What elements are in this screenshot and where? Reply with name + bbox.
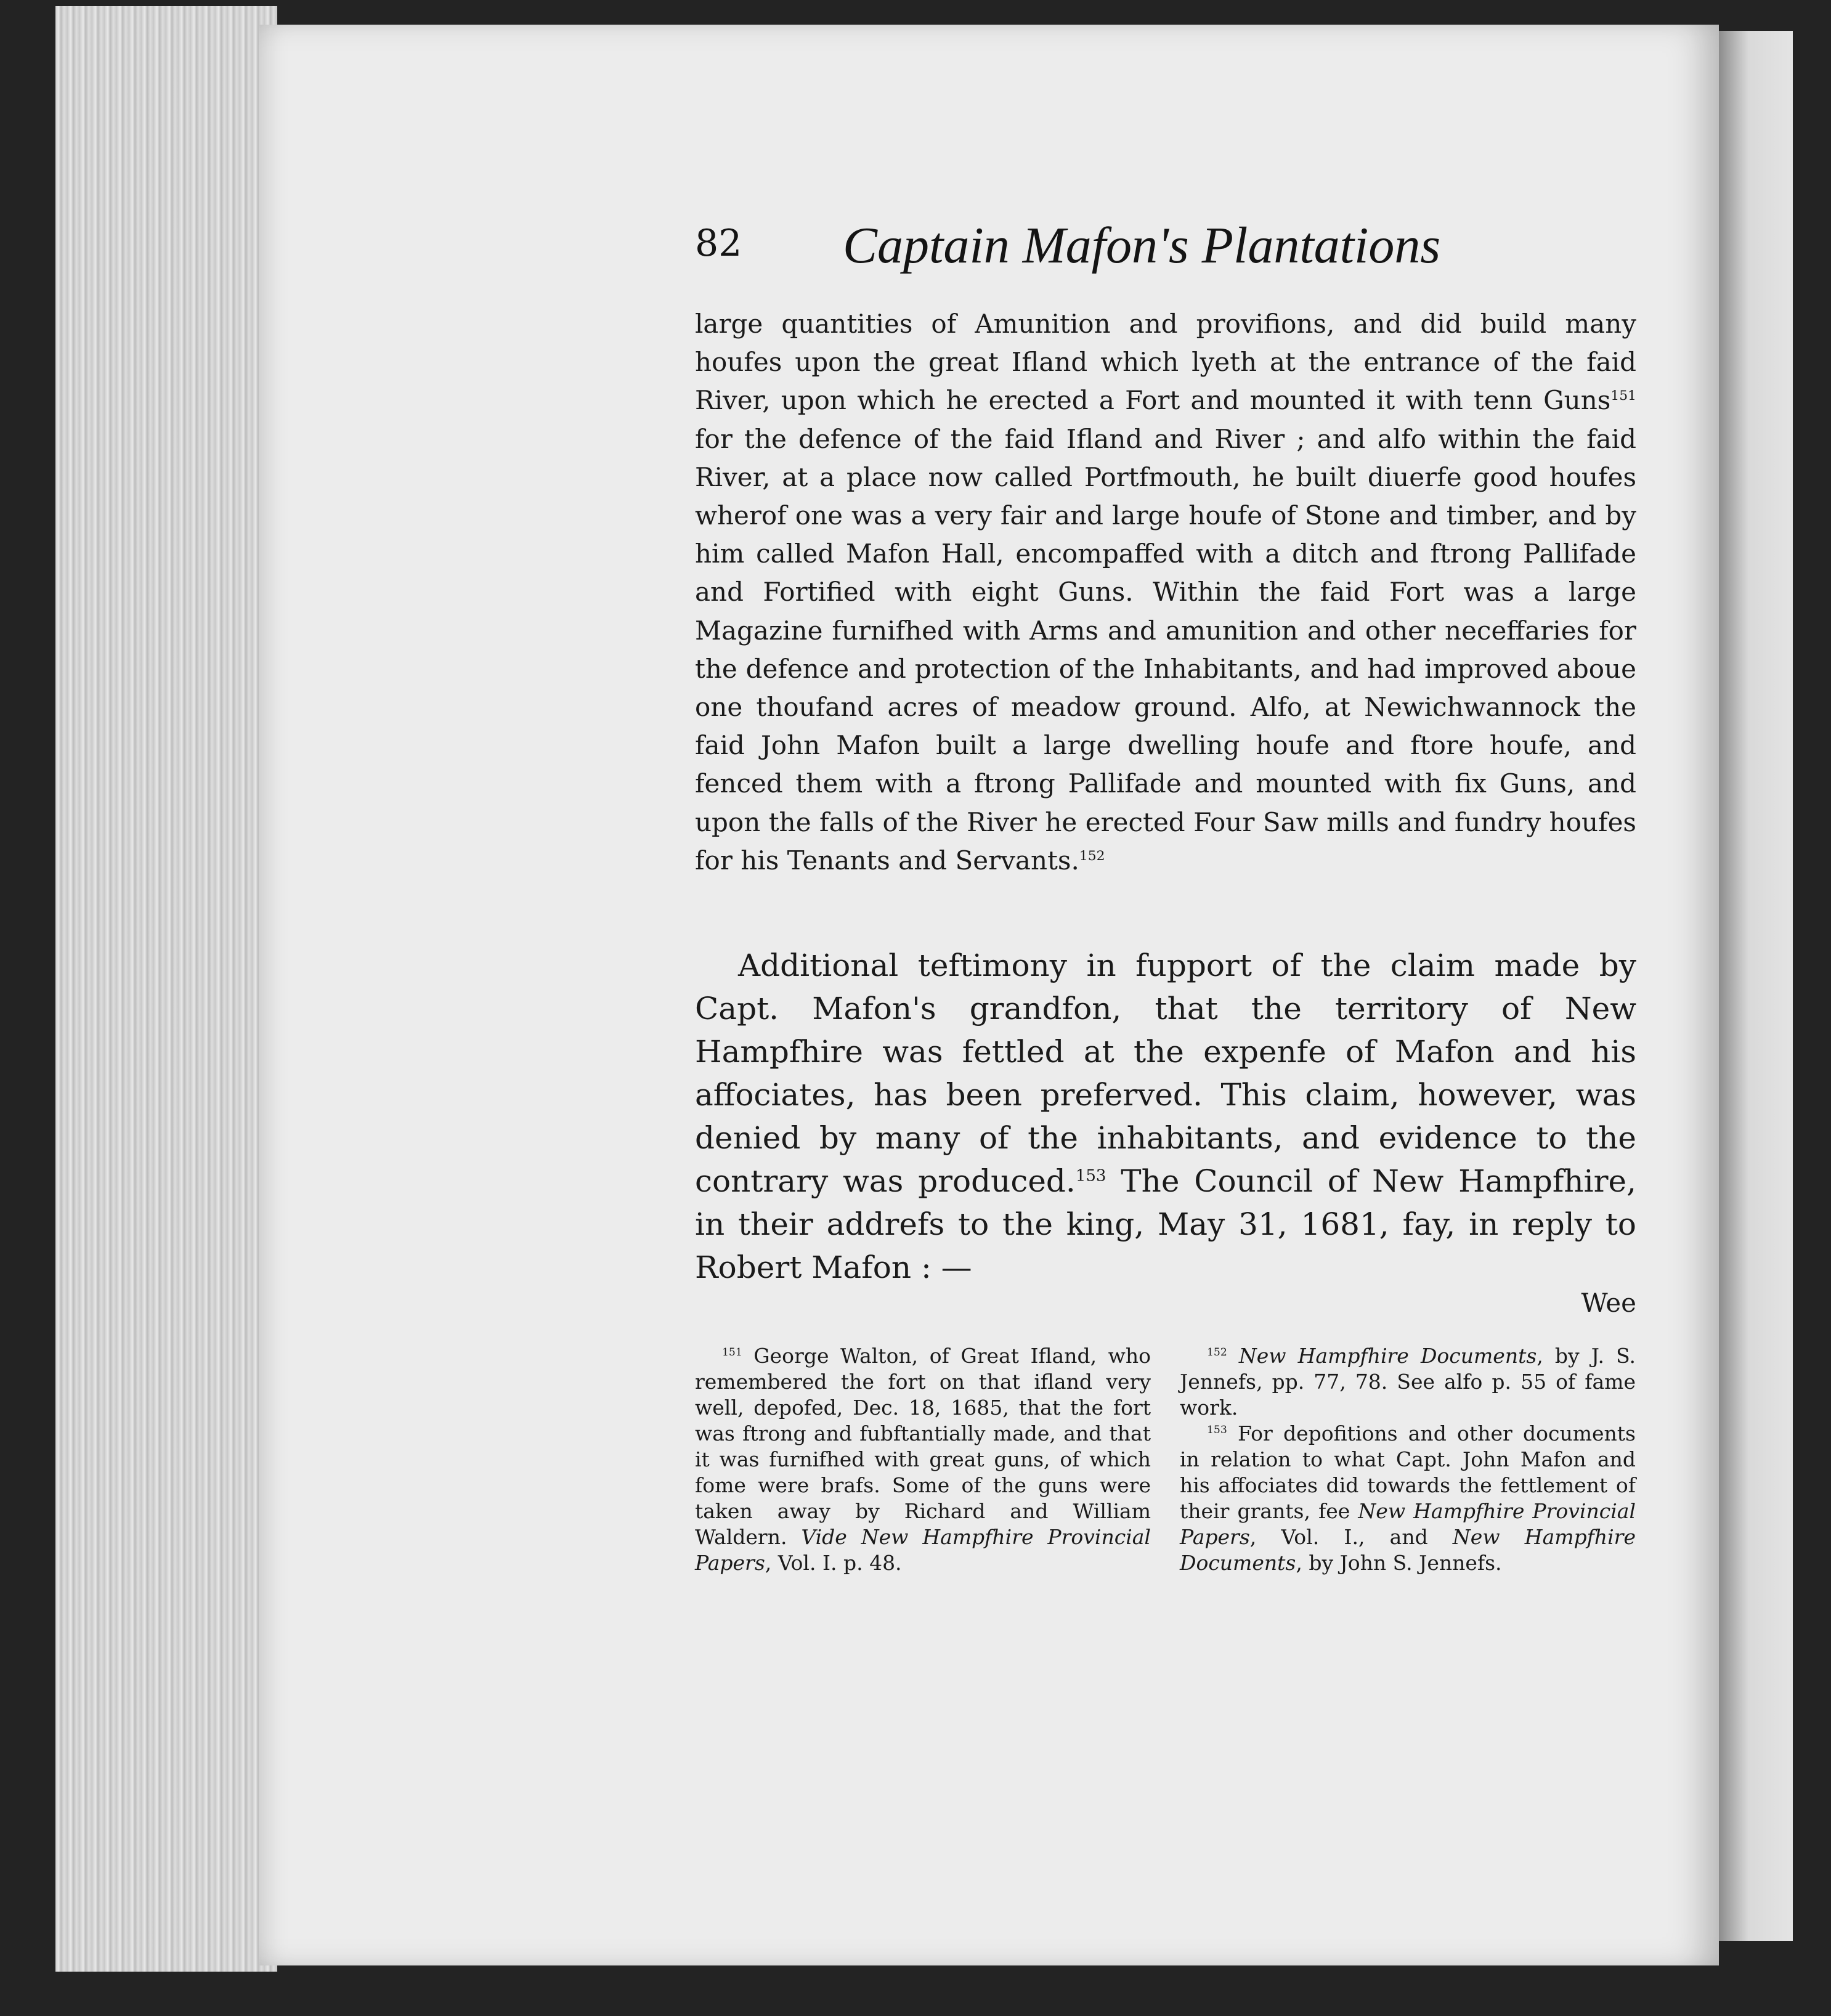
footnote-153-number: 153: [1207, 1424, 1227, 1436]
paragraph-additional-testimony: [695, 944, 1636, 1289]
paragraph-1-text-b: for the defence of the faid Ifland and River ; and alfo within the faid River, at a place now called Portfmouth, he built diuerfe good houfes wherof one was a very fair and large houfe of Stone and timber, and by him called Mafon Hall, encompaffed with a ditch and ftrong Pallifade and Fortified with eight Guns. Within the faid Fort was a large Magazine furnifhed with Arms and amunition and other neceffaries for the defence and protection of the Inhabitants, and had improved aboue one thoufand acres of meadow ground. Alfo, at Newichwannock the faid John Mafon built a large dwelling houfe and ftore houfe, and fenced them with a ftrong Pallifade and mounted with fix Guns, and upon the falls of the River he erected Four Saw mills and fundry houfes for his Tenants and Servants.: [695, 423, 1636, 876]
footnote-153: [1180, 1421, 1636, 1576]
running-title: Captain Mafon's Plantations: [843, 217, 1441, 274]
footnote-153-text: For depofitions and other documents in relation to what Capt. John Mafon and his affociates did towards the fettlement of their grants, fee: [1180, 1421, 1636, 1523]
footnote-151-text: George Walton, of Great Ifland, who remembered the fort on that ifland very well, depofed, Dec. 18, 1685, that the fort was ftrong and fubftantially made, and that it was furnifhed with great guns, of which fome were brafs. Some of the guns were taken away by Richard and William Waldern.: [695, 1344, 1151, 1549]
paragraph-1-text-a: large quantities of Amunition and provifions, and did build many houfes upon the great Ifland which lyeth at the entrance of the faid River, upon which he erected a Fort and mounted it with tenn Guns: [695, 309, 1636, 416]
footnotes-left-column: [695, 1343, 1151, 1576]
footnote-ref-151: 151: [1610, 388, 1636, 404]
footnote-153-citation-2: New Hampfhire Documents: [1180, 1525, 1636, 1575]
facing-page-edge: [1719, 31, 1793, 1941]
footnote-151-tail: , Vol. I. p. 48.: [765, 1551, 902, 1575]
footnote-151-citation: Vide New Hampfhire Provincial Papers: [695, 1525, 1151, 1575]
footnote-151-number: 151: [722, 1346, 742, 1359]
paragraph-2-text-b: The Council of New Hampfhire, in their addrefs to the king, May 31, 1681, fay, in reply to Robert Mafon : —: [695, 1163, 1636, 1285]
catchword: Wee: [1581, 1288, 1636, 1318]
footnote-153-tail: , by John S. Jennefs.: [1296, 1551, 1502, 1575]
footnote-152-citation: New Hampfhire Documents: [1238, 1344, 1537, 1368]
page-edges: [55, 6, 277, 1972]
footnotes-right-column: [1180, 1343, 1636, 1576]
footnote-152-number: 152: [1207, 1346, 1227, 1359]
footnote-153-mid: , Vol. I., and: [1249, 1525, 1453, 1549]
footnote-152-tail: , by J. S. Jennefs, pp. 77, 78. See alfo p. 55 of fame work.: [1180, 1344, 1636, 1420]
footnote-152: [1180, 1343, 1636, 1421]
paragraph-quoted-deposition: [695, 305, 1636, 880]
running-head: [695, 216, 1636, 277]
footnote-151: [695, 1343, 1151, 1576]
page-number: 82: [695, 222, 742, 265]
footnote-ref-152: 152: [1079, 848, 1105, 864]
footnote-153-citation-1: New Hampfhire Provincial Papers: [1180, 1499, 1636, 1549]
paragraph-2-text-a: Additional teftimony in fupport of the claim made by Capt. Mafon's grandfon, that the territory of New Hampfhire was fettled at the expenfe of Mafon and his affociates, has been preferved. This claim, however, was denied by many of the inhabitants, and evidence to the contrary was produced.: [695, 948, 1636, 1199]
footnote-ref-153: 153: [1075, 1166, 1106, 1185]
